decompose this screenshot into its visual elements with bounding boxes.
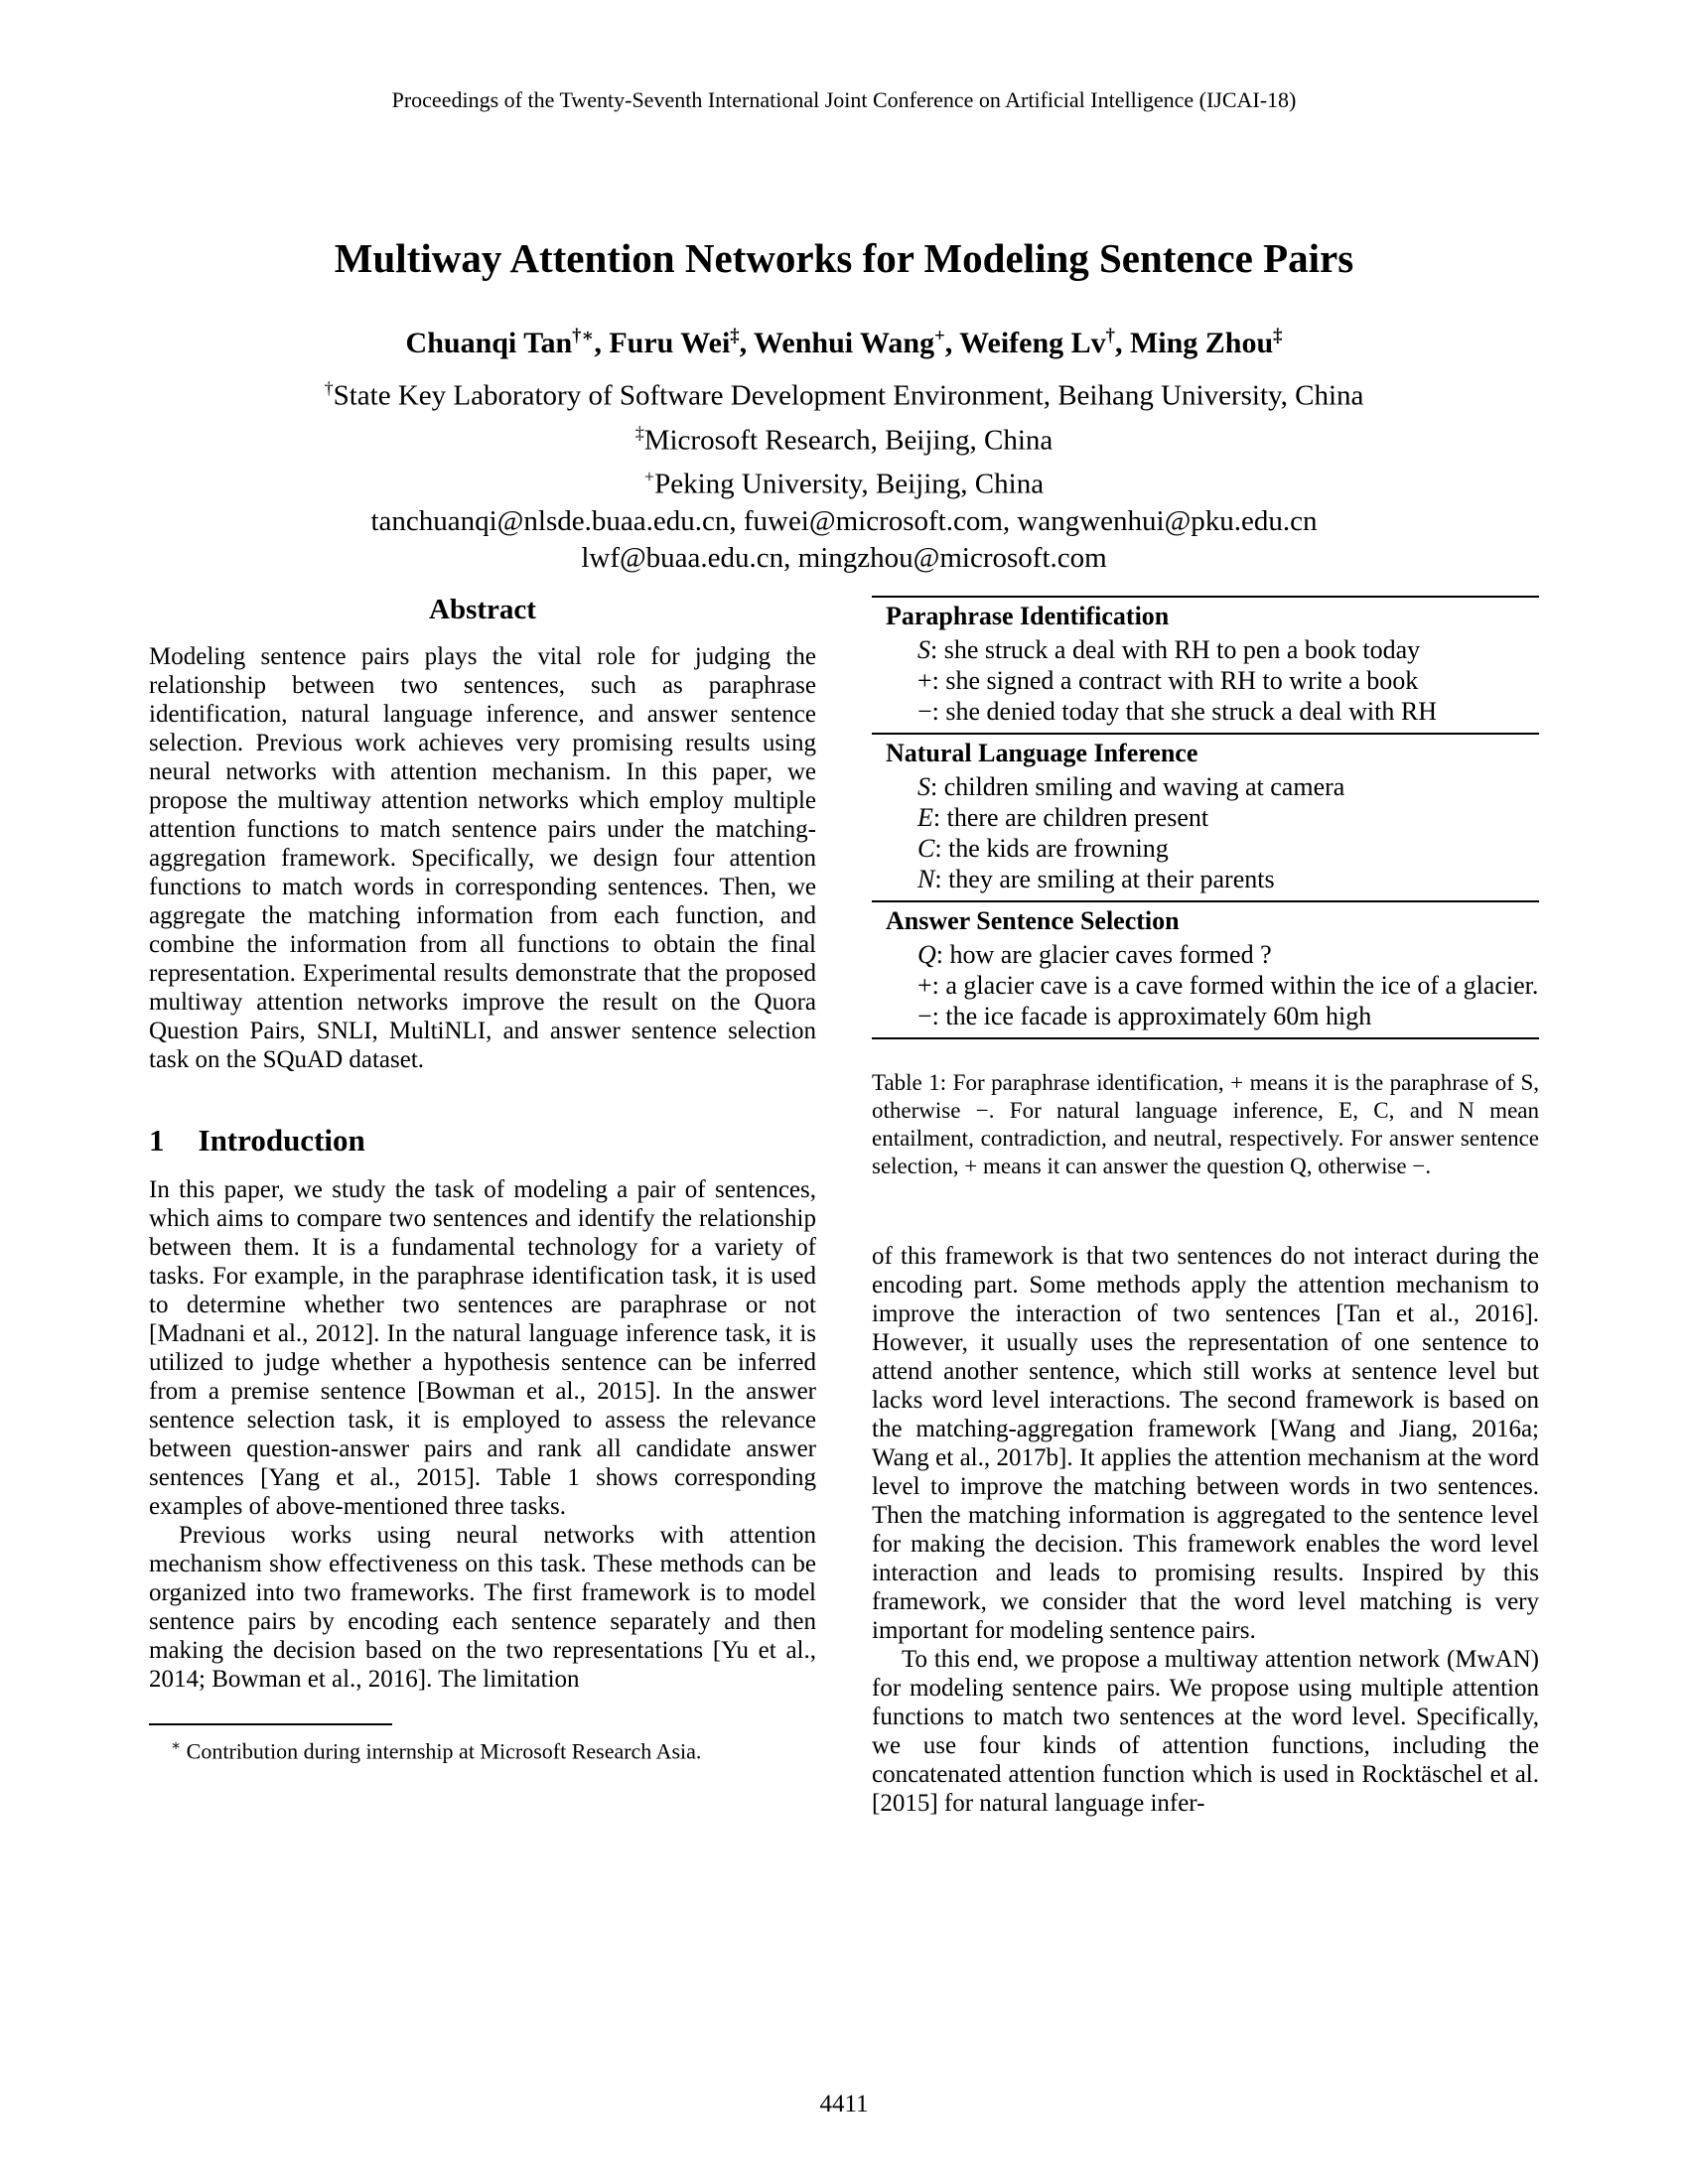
table-row — [872, 939, 1539, 970]
affiliation-line: †State Key Laboratory of Software Development Environment, Beihang University, China — [324, 378, 1364, 412]
row-label: − — [917, 1002, 932, 1030]
section-heading-introduction — [149, 1124, 816, 1158]
running-header: Proceedings of the Twenty-Seventh International Joint Conference on Artificial Intelligence (IJCAI-18) — [391, 87, 1297, 112]
affiliation-line: ‡Microsoft Research, Beijing, China — [634, 422, 1054, 457]
row-text: : a glacier cave is a cave formed within the ice of a glacier. — [931, 971, 1539, 1000]
table-row — [872, 864, 1539, 894]
section-title: Introduction — [198, 1123, 365, 1158]
table-caption: Table 1: For paraphrase identification, + means it is the paraphrase of S, otherwise −. For natural language inference, E, C, and N mean entailment, contradiction, and neutral, respectively. For answer sentence selection, + means it can answer the question Q, otherwise −. — [872, 1070, 1539, 1178]
page-number: 4411 — [819, 2091, 869, 2117]
row-text: : children smiling and waving at camera — [930, 772, 1345, 801]
body-paragraph: To this end, we propose a multiway attention network (MwAN) for modeling sentence pairs. We propose using multiple attention functions to match two sentences at the word level. Specifically, we use four kinds of attention functions, including the concatenated attention function which is used in Rocktäschel et al. [2015] for natural language infer- — [872, 1646, 1539, 1817]
table-row — [872, 970, 1539, 1001]
row-text: : she struck a deal with RH to pen a book today — [930, 635, 1421, 664]
table-section-answer-sentence-selection — [872, 902, 1539, 1037]
row-text: : the ice facade is approximately 60m high — [931, 1002, 1372, 1030]
row-label: Q — [917, 940, 936, 969]
row-text: : how are glacier caves formed ? — [935, 940, 1272, 969]
row-label: E — [917, 803, 933, 832]
author-affil-mark: † — [1105, 326, 1115, 346]
table-section-header: Paraphrase Identification — [886, 602, 1170, 630]
row-label: + — [917, 666, 932, 695]
row-label: − — [917, 697, 932, 726]
author: , Ming Zhou‡ — [1114, 326, 1283, 359]
footnote-text: Contribution during internship at Microsoft Research Asia. — [186, 1738, 702, 1764]
abstract-heading: Abstract — [429, 594, 536, 625]
row-label: N — [917, 865, 935, 893]
affiliations-and-emails — [0, 370, 1688, 577]
table-row — [872, 1001, 1539, 1031]
row-label: + — [917, 971, 932, 1000]
row-text: : she signed a contract with RH to write a book — [931, 666, 1419, 695]
footnote-marker: ∗ — [171, 1738, 182, 1754]
table-row — [872, 771, 1539, 802]
author-line — [0, 326, 1688, 360]
intro-paragraph: In this paper, we study the task of modeling a pair of sentences, which aims to compare two sentences and identify the relationship between them. It is a fundamental technology for a variety of tasks. For example, in the paraphrase identification task, it is used to determine whether two sentences are paraphrase or not [Madnani et al., 2012]. In the natural language inference task, it is utilized to judge whether a hypothesis sentence can be inferred from a premise sentence [Bowman et al., 2015]. In the answer sentence selection task, it is employed to assess the relevance between question-answer pairs and rank all candidate answer sentences [Yang et al., 2015]. Table 1 shows corresponding examples of above-mentioned three tasks. — [149, 1176, 816, 1520]
author: , Wenhui Wang+ — [739, 326, 945, 359]
affiliation-line: +Peking University, Beijing, China — [643, 467, 1045, 500]
email-line: lwf@buaa.edu.cn, mingzhou@microsoft.com — [581, 541, 1107, 574]
front-matter — [0, 234, 1688, 577]
table-row — [872, 696, 1539, 727]
right-column — [872, 596, 1539, 1818]
author: , Furu Wei‡ — [594, 326, 740, 359]
author-affil-mark: †∗ — [572, 326, 595, 346]
footnote-block — [149, 1723, 816, 1764]
row-label: C — [917, 834, 935, 863]
table-section-paraphrase-identification — [872, 598, 1539, 733]
table-row — [872, 665, 1539, 696]
footnote-rule — [149, 1723, 392, 1725]
row-text: : the kids are frowning — [934, 834, 1169, 863]
row-label: S — [917, 635, 930, 664]
left-column — [149, 596, 816, 1786]
row-label: S — [917, 772, 930, 801]
table-section-natural-language-inference — [872, 735, 1539, 900]
body-paragraph: of this framework is that two sentences do not interact during the encoding part. Some methods apply the attention mechanism to improve the interaction of two sentences [Tan et al., 2016]. However, it usually uses the representation of one sentence to attend another sentence, which still works at sentence level but lacks word level interactions. The second framework is based on the matching-aggregation framework [Wang and Jiang, 2016a; Wang et al., 2017b]. It applies the attention mechanism at the word level to improve the matching between words in two sentences. Then the matching information is aggregated to the sentence level for making the decision. This framework enables the word level interaction and leads to promising results. Inspired by this framework, we consider that the word level matching is very important for modeling sentence pairs. — [872, 1243, 1539, 1644]
abstract-text: Modeling sentence pairs plays the vital role for judging the relationship between two sentences, such as paraphrase identification, natural language inference, and answer sentence selection. Previous work achieves very promising results using neural networks with attention mechanism. In this paper, we propose the multiway attention networks which employ multiple attention functions to match sentence pairs under the matching-aggregation framework. Specifically, we design four attention functions to match words in corresponding sentences. Then, we aggregate the matching information from each function, and combine the information from all functions to obtain the final representation. Experimental results demonstrate that the proposed multiway attention networks improve the result on the Quora Question Pairs, SNLI, MultiNLI, and answer sentence selection task on the SQuAD dataset. — [149, 643, 816, 1073]
table-section-header: Natural Language Inference — [886, 739, 1198, 767]
row-text: : she denied today that she struck a deal with RH — [931, 697, 1437, 726]
author-affil-mark: ‡ — [730, 326, 740, 346]
author: , Weifeng Lv† — [944, 326, 1115, 359]
row-text: : there are children present — [932, 803, 1209, 832]
table-row — [872, 634, 1539, 665]
table-row — [872, 802, 1539, 833]
email-line: tanchuanqi@nlsde.buaa.edu.cn, fuwei@microsoft.com, wangwenhui@pku.edu.cn — [370, 504, 1318, 537]
table-rule-bottom — [872, 1037, 1539, 1039]
author-affil-mark: ‡ — [1273, 326, 1283, 346]
author-affil-mark: + — [934, 326, 945, 346]
table-section-header: Answer Sentence Selection — [886, 906, 1180, 935]
table-row — [872, 833, 1539, 864]
table-1 — [872, 596, 1539, 1039]
footnote — [149, 1733, 816, 1764]
row-text: : they are smiling at their parents — [934, 865, 1275, 893]
section-number: 1 — [149, 1123, 165, 1158]
author: Chuanqi Tan†∗ — [405, 326, 595, 359]
paper-title: Multiway Attention Networks for Modeling Sentence Pairs — [334, 235, 1354, 281]
intro-paragraph: Previous works using neural networks with attention mechanism show effectiveness on this task. These methods can be organized into two frameworks. The first framework is to model sentence pairs by encoding each sentence separately and then making the decision based on the two representations [Yu et al., 2014; Bowman et al., 2016]. The limitation — [149, 1522, 816, 1693]
